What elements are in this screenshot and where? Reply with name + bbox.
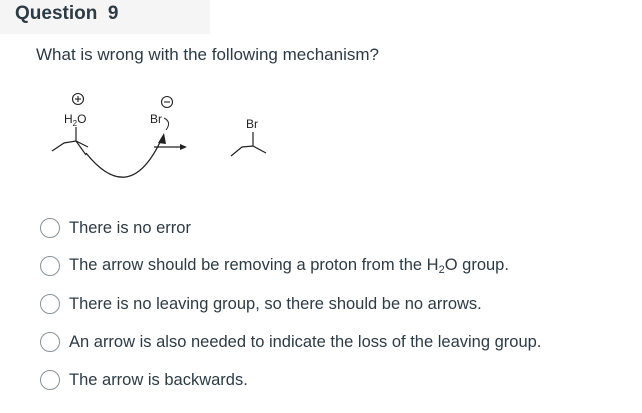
nucleophile (150, 97, 173, 131)
answer-label: An arrow is also needed to indicate the loss of the leaving group. (69, 332, 542, 351)
answer-label: The arrow is backwards. (69, 370, 248, 389)
answer-option-4[interactable] (40, 329, 630, 355)
question-header (0, 0, 210, 34)
nucleophile-label: Br (150, 112, 162, 126)
radio-button[interactable] (40, 256, 60, 276)
product-molecule (231, 117, 266, 156)
mechanism-diagram (30, 90, 290, 190)
reactant-molecule (52, 94, 88, 156)
answer-label: There is no error (69, 218, 191, 237)
reactant-group-label: $H_2O$ (64, 112, 87, 128)
answer-option-2[interactable] (40, 253, 630, 279)
question-prompt: What is wrong with the following mechanism? (36, 45, 379, 64)
answer-option-1[interactable] (40, 215, 630, 241)
radio-button[interactable] (40, 218, 60, 238)
radio-button[interactable] (40, 294, 60, 314)
answer-label: The arrow should be removing a proton from the $H_2O$ group. (69, 256, 509, 276)
product-group-label: Br (246, 117, 258, 131)
answer-option-5[interactable] (40, 367, 630, 393)
answer-label: There is no leaving group, so there should be no arrows. (69, 294, 482, 313)
curved-arrow-icon (86, 138, 162, 177)
radio-button[interactable] (40, 332, 60, 352)
radio-button[interactable] (40, 370, 60, 390)
answer-option-3[interactable] (40, 291, 630, 317)
question-title: Question 9 (15, 3, 119, 24)
